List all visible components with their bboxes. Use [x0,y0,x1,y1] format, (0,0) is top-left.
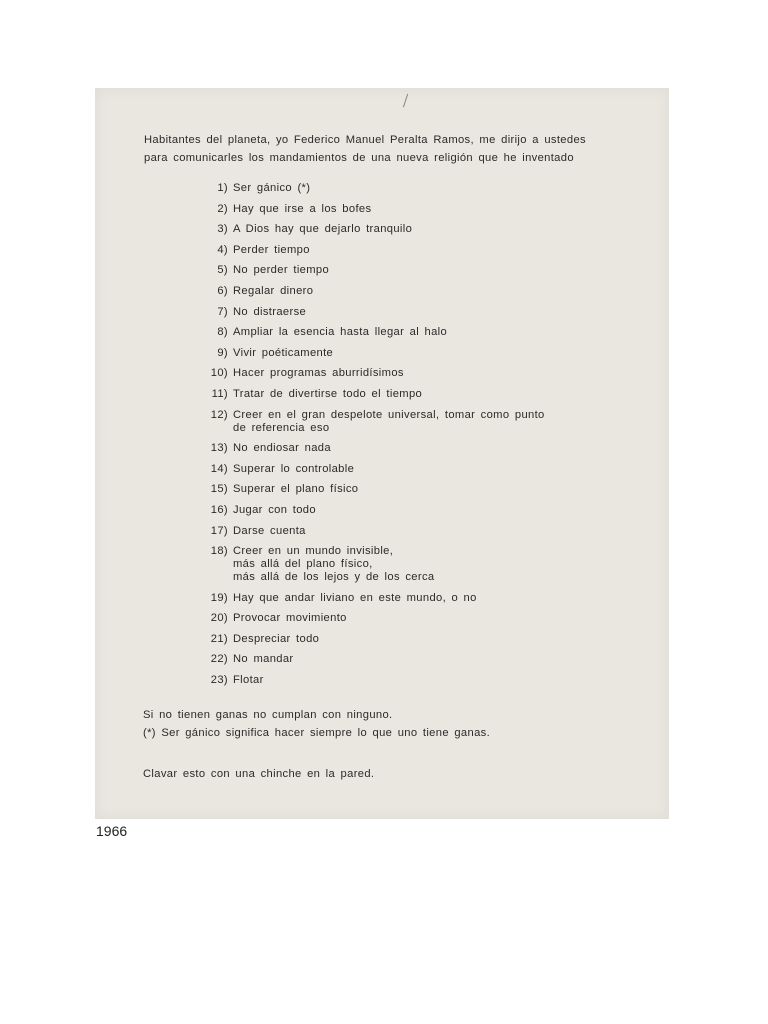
commandment-number: 23) [210,674,228,687]
commandment-item [206,182,646,195]
commandment-number: 3) [217,223,228,236]
commandment-number: 21) [210,632,228,645]
commandment-line: Creer en el gran despelote universal, tomar como punto [233,408,545,421]
footnote-line: (*) Ser gánico significa hacer siempre lo que uno tiene ganas. [143,727,491,739]
intro-paragraph [144,131,664,167]
commandment-item [206,612,646,625]
commandment-text [233,483,646,496]
commandment-line: de referencia eso [233,421,330,434]
commandment-line: más allá del plano físico, [233,558,373,571]
commandment-number: 2) [217,202,228,215]
commandment-line: Regalar dinero [233,284,314,297]
commandment-text [233,463,646,476]
commandment-number: 20) [210,612,228,625]
commandment-item [206,223,646,236]
commandment-line: Jugar con todo [233,503,316,516]
commandment-text [233,244,646,257]
commandment-number: 9) [217,346,228,359]
intro-line: para comunicarles los mandamientos de una nueva religión que he inventado [144,152,574,164]
footer-line: Si no tienen ganas no cumplan con ninguno. [143,709,393,721]
commandment-line: Tratar de divertirse todo el tiempo [233,387,423,400]
commandment-text [233,674,646,687]
commandment-text [233,306,646,319]
commandment-item [206,367,646,380]
commandment-number: 15) [210,483,228,496]
commandment-text [233,504,646,517]
commandment-text [233,264,646,277]
commandment-text [233,203,646,216]
commandment-list [206,182,646,695]
commandment-item [206,203,646,216]
commandment-line: No mandar [233,653,294,666]
commandment-number: 7) [217,305,228,318]
commandment-line: Ampliar la esencia hasta llegar al halo [233,326,448,339]
commandment-item [206,545,646,584]
commandment-number: 11) [211,387,228,400]
commandment-text [233,612,646,625]
commandment-number: 19) [210,591,228,604]
commandment-text [233,326,646,339]
commandment-item [206,633,646,646]
commandment-text [233,442,646,455]
commandment-number: 12) [210,408,228,421]
commandment-number: 5) [217,264,228,277]
commandment-text [233,409,646,435]
commandment-text [233,285,646,298]
commandment-text [233,545,646,584]
commandment-line: Superar el plano físico [233,483,359,496]
commandment-line: Provocar movimiento [233,612,347,625]
commandment-number: 10) [210,367,228,380]
pen-mark [403,94,411,109]
commandment-text [233,388,646,401]
commandment-text [233,633,646,646]
commandment-line: Hay que irse a los bofes [233,202,372,215]
scanned-document [95,88,669,819]
commandment-text [233,592,646,605]
commandment-item [206,463,646,476]
commandment-item [206,409,646,435]
closing-line: Clavar esto con una chinche en la pared. [143,768,375,780]
commandment-item [206,653,646,666]
commandment-number: 13) [210,442,228,455]
commandment-item [206,306,646,319]
commandment-item [206,326,646,339]
commandment-item [206,483,646,496]
commandment-line: Creer en un mundo invisible, [233,545,394,558]
commandment-number: 22) [210,653,228,666]
commandment-line: Perder tiempo [233,243,310,256]
commandment-line: Flotar [233,674,264,687]
commandment-number: 1) [217,182,228,194]
commandment-number: 8) [217,326,228,339]
commandment-line: Despreciar todo [233,632,320,645]
footer-notes [143,706,643,742]
commandment-line: No perder tiempo [233,264,330,277]
commandment-line: A Dios hay que dejarlo tranquilo [233,223,413,236]
commandment-item [206,504,646,517]
commandment-item [206,592,646,605]
commandment-text [233,182,646,195]
commandment-text [233,223,646,236]
commandment-line: No distraerse [233,305,307,318]
commandment-item [206,442,646,455]
commandment-number: 18) [210,545,228,558]
commandment-line: Superar lo controlable [233,462,355,475]
commandment-text [233,347,646,360]
commandment-number: 14) [210,462,228,475]
commandment-line: más allá de los lejos y de los cerca [233,571,435,584]
commandment-line: Darse cuenta [233,524,306,537]
commandment-item [206,285,646,298]
commandment-number: 16) [210,503,228,516]
commandment-item [206,244,646,257]
commandment-line: Hay que andar liviano en este mundo, o no [233,591,477,604]
commandment-text [233,525,646,538]
commandment-line: No endiosar nada [233,442,331,455]
commandment-number: 6) [217,284,228,297]
commandment-line: Ser gánico (*) [233,182,311,194]
commandment-number: 17) [210,524,228,537]
commandment-item [206,264,646,277]
commandment-item [206,674,646,687]
commandment-item [206,347,646,360]
commandment-text [233,653,646,666]
commandment-number: 4) [217,243,228,256]
commandment-line: Vivir poéticamente [233,346,334,359]
commandment-line: Hacer programas aburridísimos [233,367,404,380]
year-caption: 1966 [96,823,128,839]
intro-line: Habitantes del planeta, yo Federico Manuel Peralta Ramos, me dirijo a ustedes [144,134,586,146]
commandment-item [206,525,646,538]
commandment-item [206,388,646,401]
commandment-text [233,367,646,380]
